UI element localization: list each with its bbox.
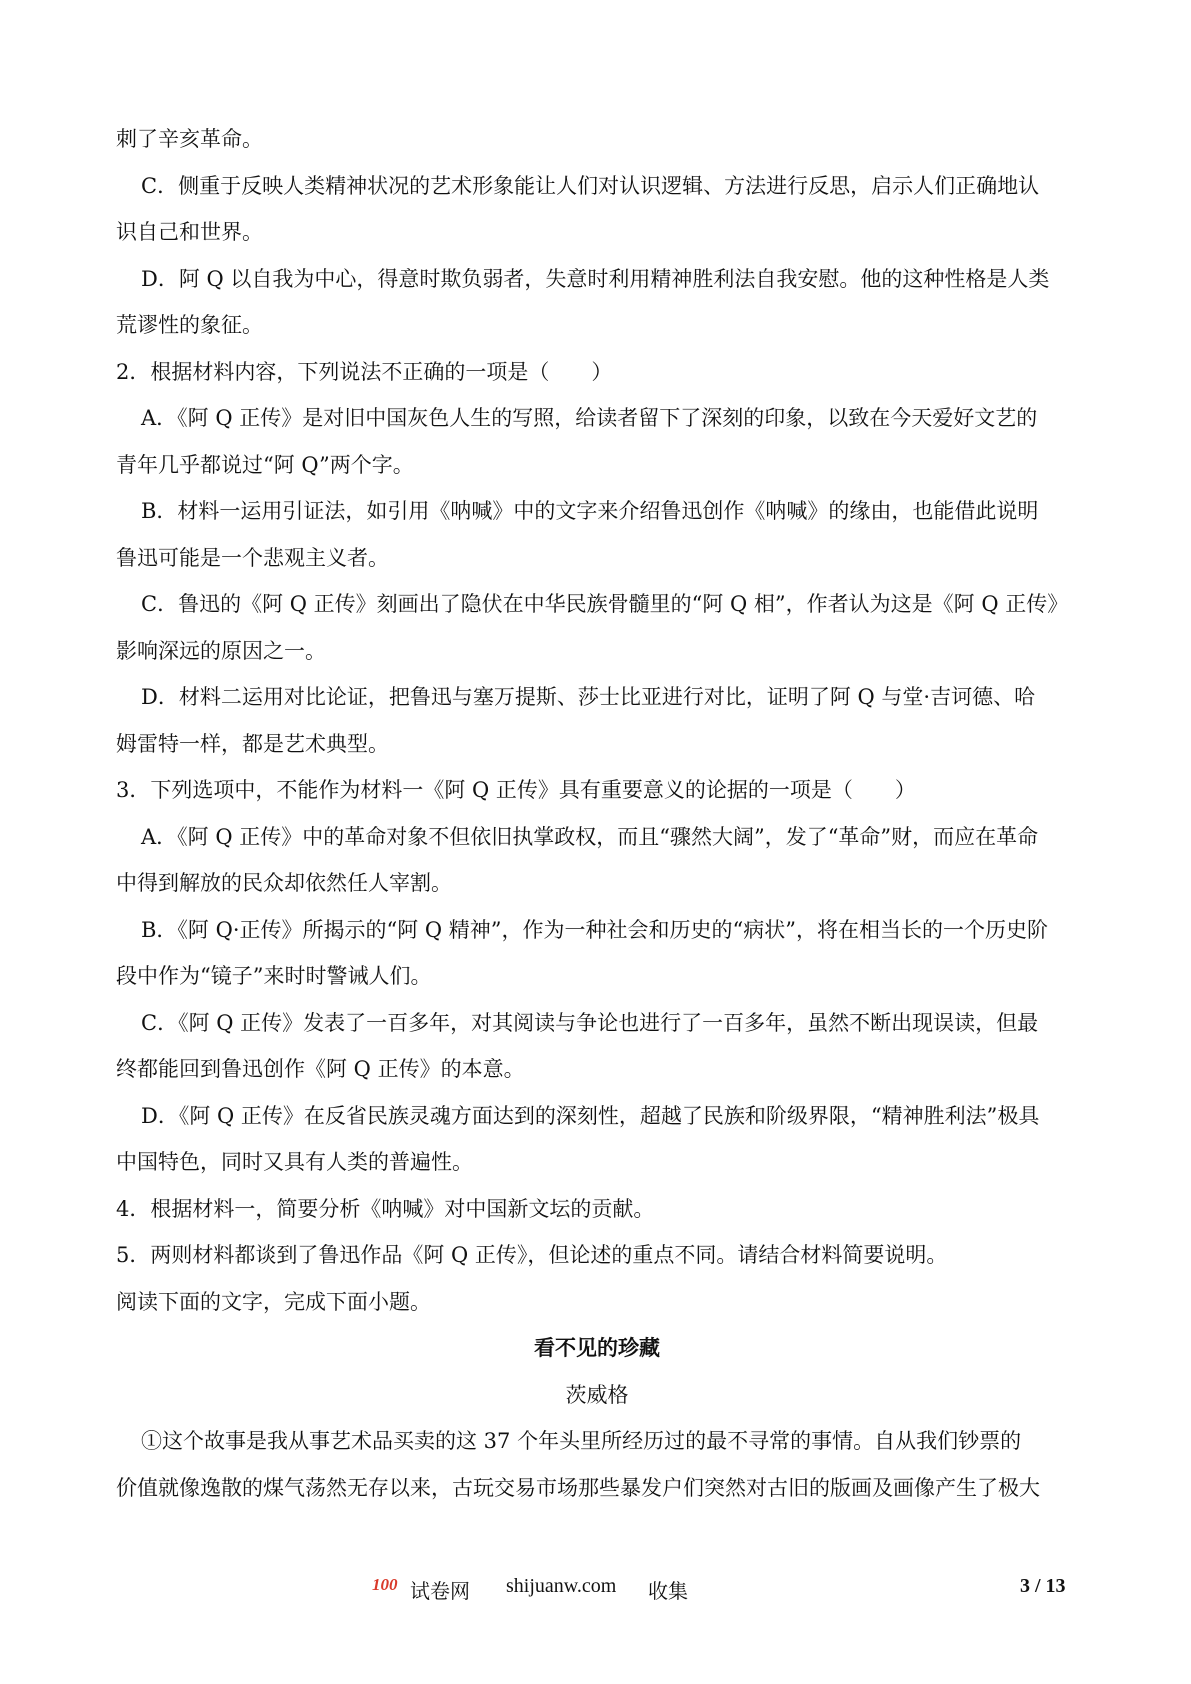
text-line: 鲁迅可能是一个悲观主义者。 — [116, 545, 389, 570]
option-a-line: A．《阿 Q 正传》中的革命对象不但依旧执掌政权，而且“骤然大阔”，发了“革命”财，而应在革命 — [141, 824, 1039, 849]
paragraph-1-line: ①这个故事是我从事艺术品买卖的这 37 个年头里所经历过的最不寻常的事情。自从我们钞票的 — [141, 1429, 1022, 1453]
question-2: 2．根据材料内容，下列说法不正确的一项是（ ） — [116, 359, 613, 384]
site-url: shijuanw.com — [506, 1575, 617, 1597]
page-number: 3 / 13 — [1020, 1575, 1066, 1597]
text-line: 段中作为“镜子”来时时警诫人们。 — [116, 964, 432, 988]
story-title: 看不见的珍藏 — [534, 1335, 660, 1360]
question-4: 4．根据材料一，简要分析《呐喊》对中国新文坛的贡献。 — [116, 1196, 655, 1221]
site-name: 试卷网 — [410, 1581, 470, 1603]
collect-label: 收集 — [648, 1581, 688, 1603]
text-line: 影响深远的原因之一。 — [116, 638, 326, 663]
option-c-line: C．侧重于反映人类精神状况的艺术形象能让人们对认识逻辑、方法进行反思，启示人们正确地认 — [141, 173, 1040, 198]
question-3: 3．下列选项中，不能作为材料一《阿 Q 正传》具有重要意义的论据的一项是（ ） — [116, 778, 916, 802]
paragraph-1-line: 价值就像逸散的煤气荡然无存以来，古玩交易市场那些暴发户们突然对古旧的版画及画像产生了极大 — [116, 1475, 1040, 1500]
page-footer — [0, 1575, 1191, 1605]
text-line: 终都能回到鲁迅创作《阿 Q 正传》的本意。 — [116, 1057, 525, 1081]
option-b-line: B．材料一运用引证法，如引用《呐喊》中的文字来介绍鲁迅创作《呐喊》的缘由，也能借此说明 — [141, 499, 1039, 523]
option-d-line: D．材料二运用对比论证，把鲁迅与塞万提斯、莎士比亚进行对比，证明了阿 Q 与堂·吉诃德、哈 — [141, 685, 1036, 709]
option-d-line: D．阿 Q 以自我为中心，得意时欺负弱者，失意时利用精神胜利法自我安慰。他的这种性格是人类 — [141, 266, 1050, 291]
text-line: 青年几乎都说过“阿 Q”两个字。 — [116, 452, 414, 477]
question-5: 5．两则材料都谈到了鲁迅作品《阿 Q 正传》，但论述的重点不同。请结合材料简要说明。 — [116, 1243, 948, 1267]
option-c-line: C．《阿 Q 正传》发表了一百多年，对其阅读与争论也进行了一百多年，虽然不断出现误读，但最 — [141, 1010, 1039, 1035]
reading-instruction: 阅读下面的文字，完成下面小题。 — [116, 1289, 431, 1314]
text-line: 姆雷特一样，都是艺术典型。 — [116, 731, 389, 756]
site-logo-icon: 100 — [372, 1575, 398, 1594]
option-c-line: C．鲁迅的《阿 Q 正传》刻画出了隐伏在中华民族骨髓里的“阿 Q 相”，作者认为这是《阿 Q 正传》 — [141, 592, 1069, 616]
text-line: 刺了辛亥革命。 — [116, 127, 263, 151]
text-line: 中国特色，同时又具有人类的普遍性。 — [116, 1150, 473, 1174]
page-content — [116, 116, 1078, 1511]
option-d-line: D．《阿 Q 正传》在反省民族灵魂方面达到的深刻性，超越了民族和阶级界限，“精神胜利法”极具 — [141, 1103, 1040, 1128]
option-a-line: A．《阿 Q 正传》是对旧中国灰色人生的写照，给读者留下了深刻的印象，以致在今天爱好文艺的 — [141, 406, 1038, 430]
text-line: 荒谬性的象征。 — [116, 313, 263, 337]
story-author: 茨威格 — [565, 1382, 629, 1407]
option-b-line: B．《阿 Q·正传》所揭示的“阿 Q 精神”，作为一种社会和历史的“病状”，将在相当长的一个历史阶 — [141, 917, 1049, 942]
text-line: 中得到解放的民众却依然任人宰割。 — [116, 871, 452, 895]
text-line: 识自己和世界。 — [116, 220, 263, 244]
